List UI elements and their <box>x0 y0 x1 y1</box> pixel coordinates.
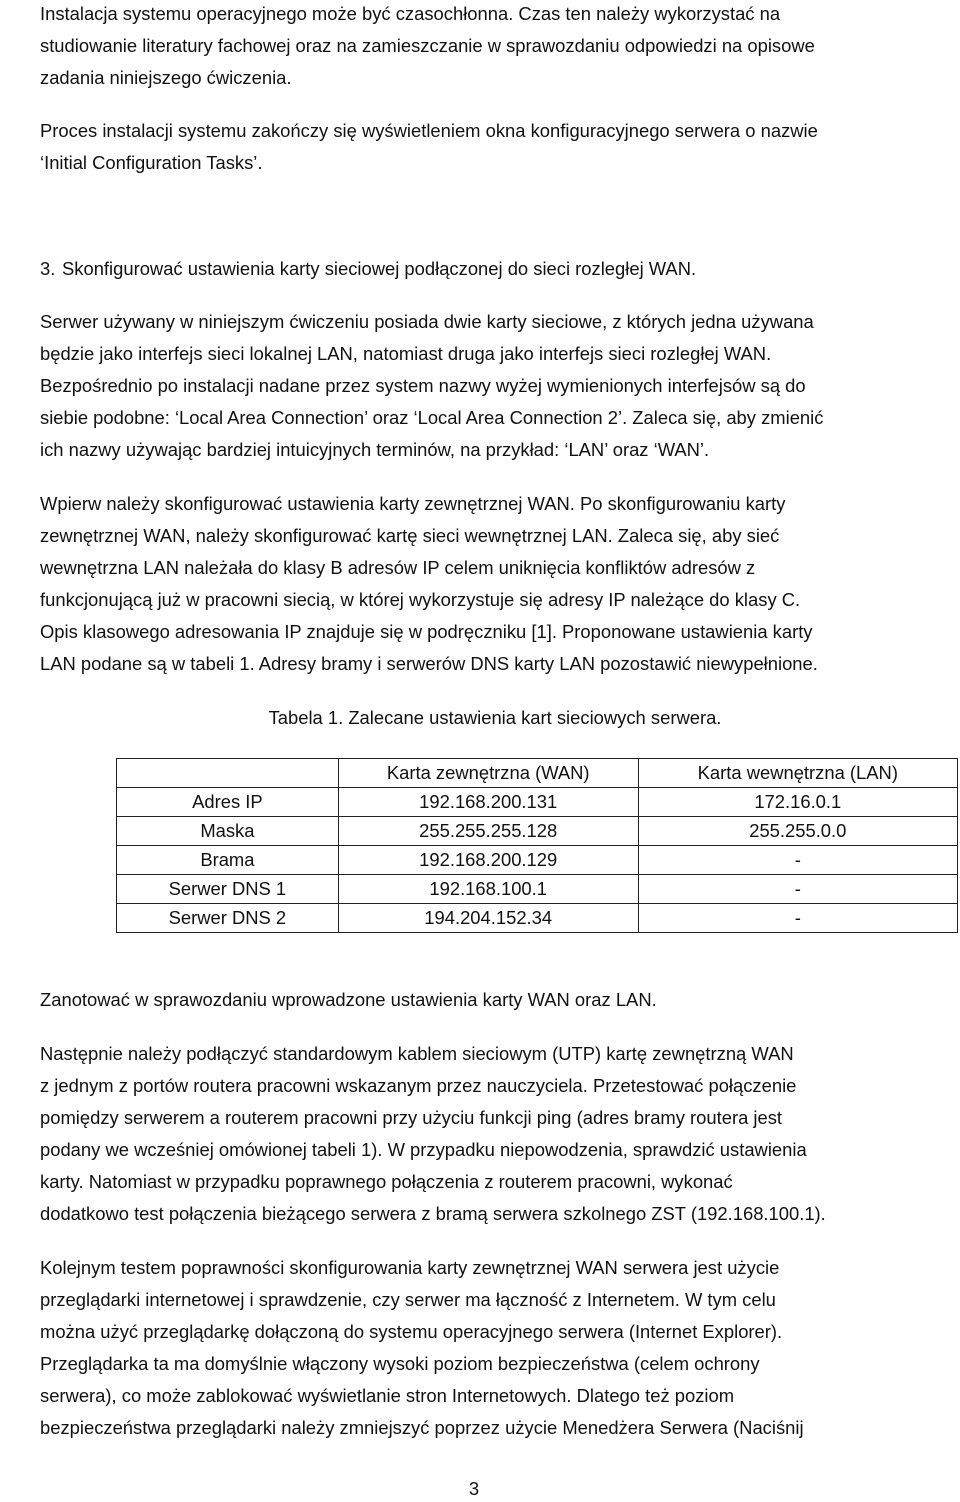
table-cell: 172.16.0.1 <box>638 788 957 817</box>
table-cell: Serwer DNS 1 <box>117 875 339 904</box>
text-line: zewnętrznej WAN, należy skonfigurować kartę sieci wewnętrznej LAN. Zaleca się, aby sieć <box>40 525 780 546</box>
table-cell: Maska <box>117 817 339 846</box>
table-header-cell: Karta zewnętrzna (WAN) <box>338 759 638 788</box>
text-line: studiowanie literatury fachowej oraz na zamieszczanie w sprawozdaniu odpowiedzi na opisowe <box>40 35 815 56</box>
table-cell: - <box>638 904 957 933</box>
paragraph-configure <box>40 488 940 680</box>
text-line: Proces instalacji systemu zakończy się wyświetleniem okna konfiguracyjnego serwera o nazwie <box>40 120 818 141</box>
table-header-row <box>117 759 958 788</box>
table-header-cell <box>117 759 339 788</box>
step-heading <box>40 253 696 285</box>
text-line: Opis klasowego adresowania IP znajduje się w podręczniku [1]. Proponowane ustawienia karty <box>40 621 813 642</box>
text-line: Bezpośrednio po instalacji nadane przez system nazwy wyżej wymienionych interfejsów są do <box>40 375 806 396</box>
text-line: bezpieczeństwa przeglądarki należy zmniejszyć poprzez użycie Menedżera Serwera (Naciśnij <box>40 1417 804 1438</box>
text-line: można użyć przeglądarkę dołączoną do systemu operacyjnego serwera (Internet Explorer). <box>40 1321 783 1342</box>
text-line: przeglądarki internetowej i sprawdzenie, czy serwer ma łączność z Internetem. W tym celu <box>40 1289 776 1310</box>
text-line: siebie podobne: ‘Local Area Connection’ oraz ‘Local Area Connection 2’. Zaleca się, aby zmienić <box>40 407 824 428</box>
paragraph-server-cards <box>40 306 940 466</box>
table-row <box>117 875 958 904</box>
text-line: ich nazwy używając bardziej intuicyjnych terminów, na przykład: ‘LAN’ oraz ‘WAN’. <box>40 439 710 460</box>
table-cell: 192.168.200.131 <box>338 788 638 817</box>
paragraph-note-report <box>40 984 940 1016</box>
text-line: LAN podane są w tabeli 1. Adresy bramy i serwerów DNS karty LAN pozostawić niewypełnione. <box>40 653 818 674</box>
table-header-cell: Karta wewnętrzna (LAN) <box>638 759 957 788</box>
paragraph-process <box>40 115 940 179</box>
network-settings-table <box>116 758 958 933</box>
text-line: funkcjonującą już w pracowni siecią, w której wykorzystuje się adresy IP należące do klasy C. <box>40 589 801 610</box>
table-row <box>117 904 958 933</box>
text-line: Serwer używany w niniejszym ćwiczeniu posiada dwie karty sieciowe, z których jedna używana <box>40 311 814 332</box>
table-cell: Adres IP <box>117 788 339 817</box>
page-number: 3 <box>468 1478 480 1499</box>
text-line: zadania niniejszego ćwiczenia. <box>40 67 292 88</box>
text-line: pomiędzy serwerem a routerem pracowni przy użyciu funkcji ping (adres bramy routera jest <box>40 1107 783 1128</box>
text-line: Zanotować w sprawozdaniu wprowadzone ustawienia karty WAN oraz LAN. <box>40 989 657 1010</box>
table-cell: 192.168.200.129 <box>338 846 638 875</box>
text-line: dodatkowo test połączenia bieżącego serwera z bramą serwera szkolnego ZST (192.168.100.1). <box>40 1203 826 1224</box>
table-row <box>117 788 958 817</box>
text-line: z jednym z portów routera pracowni wskazanym przez nauczyciela. Przetestować połączenie <box>40 1075 797 1096</box>
table-caption: Tabela 1. Zalecane ustawienia kart sieciowych serwera. <box>268 707 722 728</box>
table-row <box>117 817 958 846</box>
paragraph-intro <box>40 0 940 94</box>
paragraph-browser-test <box>40 1252 940 1444</box>
text-line: Kolejnym testem poprawności skonfigurowania karty zewnętrznej WAN serwera jest użycie <box>40 1257 780 1278</box>
step-title: Skonfigurować ustawienia karty sieciowej podłączonej do sieci rozległej WAN. <box>62 258 697 279</box>
text-line: Wpierw należy skonfigurować ustawienia karty zewnętrznej WAN. Po skonfigurowaniu karty <box>40 493 786 514</box>
step-number: 3. <box>40 258 56 279</box>
text-line: wewnętrzna LAN należała do klasy B adresów IP celem uniknięcia konfliktów adresów z <box>40 557 756 578</box>
text-line: karty. Natomiast w przypadku poprawnego połączenia z routerem pracowni, wykonać <box>40 1171 733 1192</box>
table-cell: Serwer DNS 2 <box>117 904 339 933</box>
table-cell: 255.255.255.128 <box>338 817 638 846</box>
text-line: Instalacja systemu operacyjnego może być czasochłonna. Czas ten należy wykorzystać na <box>40 3 781 24</box>
text-line: Następnie należy podłączyć standardowym kablem sieciowym (UTP) kartę zewnętrzną WAN <box>40 1043 794 1064</box>
table-cell: 194.204.152.34 <box>338 904 638 933</box>
paragraph-connect <box>40 1038 940 1230</box>
text-line: Przeglądarka ta ma domyślnie włączony wysoki poziom bezpieczeństwa (celem ochrony <box>40 1353 760 1374</box>
text-line: będzie jako interfejs sieci lokalnej LAN, natomiast druga jako interfejs sieci rozległej WAN. <box>40 343 772 364</box>
text-line: podany we wcześniej omówionej tabeli 1). W przypadku niepowodzenia, sprawdzić ustawienia <box>40 1139 807 1160</box>
table-cell: Brama <box>117 846 339 875</box>
table-cell: - <box>638 846 957 875</box>
table-cell: - <box>638 875 957 904</box>
text-line: serwera), co może zablokować wyświetlanie stron Internetowych. Dlatego też poziom <box>40 1385 735 1406</box>
table-cell: 192.168.100.1 <box>338 875 638 904</box>
text-line: ‘Initial Configuration Tasks’. <box>40 152 263 173</box>
table-cell: 255.255.0.0 <box>638 817 957 846</box>
table-row <box>117 846 958 875</box>
